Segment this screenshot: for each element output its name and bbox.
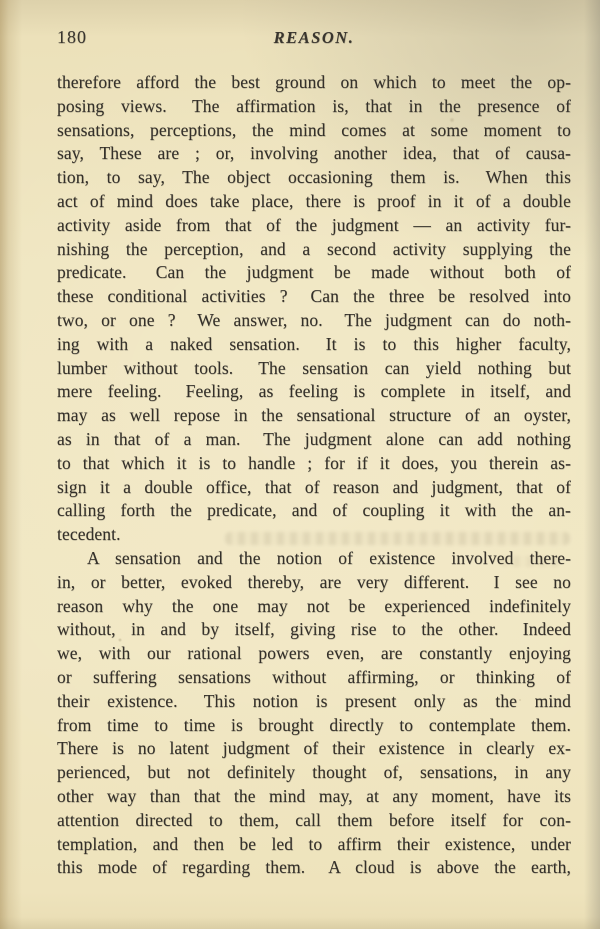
page-edge-shadow-right <box>584 0 600 929</box>
text-line: their existence. This notion is present only as the mind <box>57 690 571 711</box>
text-line: as in that of a man. The judgment alone can add nothing <box>57 428 571 449</box>
text-line: attention directed to them, call them before itself for con- <box>57 809 571 830</box>
text-line: A sensation and the notion of existence involved there- <box>87 547 571 568</box>
text-line: we, with our rational powers even, are constantly enjoying <box>57 643 571 664</box>
page-edge-shadow-bottom <box>0 917 600 929</box>
text-line: this mode of regarding them. A cloud is above the earth, <box>57 857 571 878</box>
page-edge-shadow-left <box>0 0 22 929</box>
text-line: reason why the one may not be experienced indefinitely <box>57 595 571 616</box>
text-line: say, These are ; or, involving another idea, that of causa- <box>57 143 571 164</box>
text-line: without, in and by itself, giving rise to the other. Indeed <box>57 619 571 640</box>
text-line: act of mind does take place, there is proof in it of a double <box>57 190 571 211</box>
text-line: sensations, perceptions, the mind comes at some moment to <box>57 119 571 140</box>
text-line: from time to time is brought directly to contemplate them. <box>57 714 571 735</box>
text-line: mere feeling. Feeling, as feeling is complete in itself, and <box>57 381 571 402</box>
text-line: these conditional activities ? Can the three be resolved into <box>57 286 571 307</box>
text-line: calling forth the predicate, and of coupling it with the an- <box>57 500 571 521</box>
text-line: predicate. Can the judgment be made without both of <box>57 262 571 283</box>
text-line: posing views. The affirmation is, that in the presence of <box>57 95 571 116</box>
text-line: nishing the perception, and a second activity supplying the <box>57 238 571 259</box>
page-number: 180 <box>57 27 87 47</box>
text-line: sign it a double office, that of reason and judgment, that of <box>57 476 571 497</box>
text-line: to that which it is to handle ; for if it does, you therein as- <box>57 452 571 473</box>
text-line: templation, and then be led to affirm their existence, under <box>57 833 571 854</box>
text-line: tecedent. <box>57 524 121 545</box>
text-line: or suffering sensations without affirming, or thinking of <box>57 666 571 687</box>
text-line: other way than that the mind may, at any moment, have its <box>57 785 571 806</box>
text-line: perienced, but not definitely thought of, sensations, in any <box>57 762 571 783</box>
text-line: tion, to say, The object occasioning them is. When this <box>57 167 571 188</box>
text-line: therefore afford the best ground on which to meet the op- <box>57 72 571 92</box>
page-header <box>57 27 571 49</box>
text-line: may as well repose in the sensational structure of an oyster, <box>57 405 571 426</box>
text-line: There is no latent judgment of their existence in clearly ex- <box>57 738 571 759</box>
text-line: ing with a naked sensation. It is to this higher faculty, <box>57 333 571 354</box>
text-line: activity aside from that of the judgment — an activity fur- <box>57 214 571 235</box>
text-line: in, or better, evoked thereby, are very different. I see no <box>57 571 571 592</box>
page-text <box>57 71 571 880</box>
running-head: REASON. <box>273 28 355 47</box>
text-line: two, or one ? We answer, no. The judgment can do noth- <box>57 309 571 330</box>
text-line: lumber without tools. The sensation can yield nothing but <box>57 357 571 378</box>
